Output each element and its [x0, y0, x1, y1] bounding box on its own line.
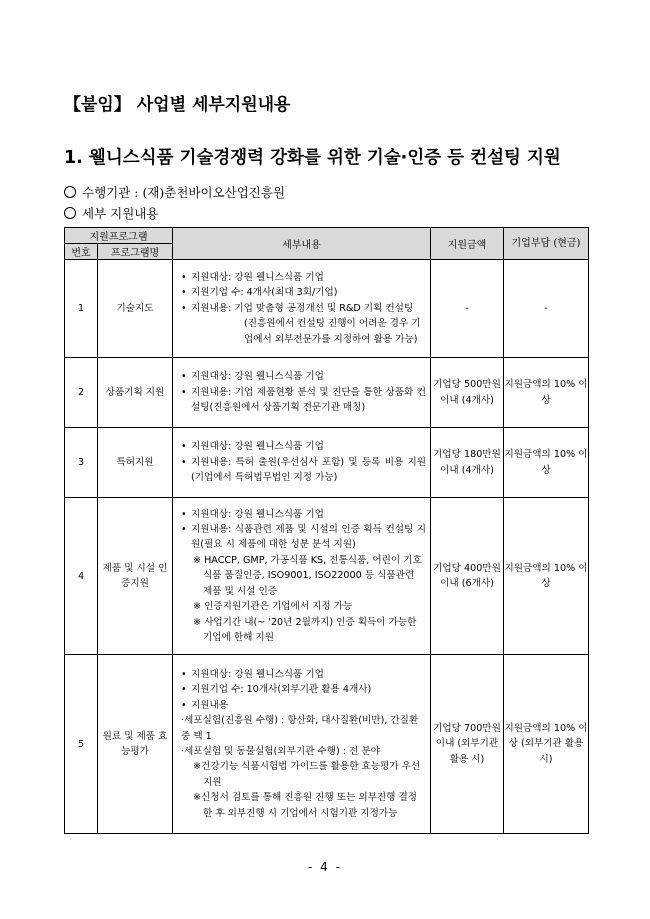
detail-line: ※건강기능 식품시험법 가이드를 활용한 효능평가 우선 지원 [193, 761, 421, 788]
info-detail-text: 세부 지원내용 [82, 206, 159, 221]
row-detail [173, 655, 431, 834]
detail-line: • 지원내용: 기업 제품현황 분석 및 진단을 통한 상품화 컨설팅(진흥원에서 상품기획 전문기관 매칭) [181, 385, 426, 416]
company-burden: 지원금액의 10% 이상 [504, 358, 589, 428]
header-name: 프로그램명 [98, 244, 173, 260]
row-number: 2 [65, 358, 98, 428]
circle-bullet-icon [64, 186, 76, 198]
row-number: 1 [65, 260, 98, 358]
program-name: 기술지도 [98, 260, 173, 358]
detail-line: • 지원내용 [181, 698, 426, 713]
detail-line: • 지원내용: 기업 맞춤형 공정개선 및 R&D 기획 컨설팅 [181, 301, 426, 316]
header-detail: 세부내용 [173, 228, 431, 260]
support-amount: 기업당 400만원 이내 (6개사) [431, 498, 504, 655]
detail-line: (진흥원에서 컨설팅 진행이 어려운 경우 기업에서 외부전문가를 지정하여 활용 가능) [244, 318, 421, 345]
support-amount: - [431, 260, 504, 358]
program-name: 특허지원 [98, 428, 173, 498]
row-detail [173, 428, 431, 498]
program-name: 제품 및 시설 인증지원 [98, 498, 173, 655]
table-row [65, 260, 589, 358]
info-agency-text: 수행기관 : (재)춘천바이오산업진흥원 [82, 185, 286, 200]
attachment-title: 【붙임】 사업별 세부지원내용 [64, 95, 291, 115]
detail-line: • 지원내용: 식품관련 제품 및 시설의 인증 획득 컨설팅 지원(필요 시 제품에 대한 성분 분석 지원) [181, 522, 426, 553]
company-burden: 지원금액의 10% 이상 [504, 428, 589, 498]
detail-line: • 지원대상: 강원 웰니스식품 기업 [181, 369, 426, 384]
detail-line: ·세포실험 및 동물실험(외부기관 수행) : 전 분야 [181, 746, 380, 757]
row-number: 4 [65, 498, 98, 655]
detail-line: • 지원대상: 강원 웰니스식품 기업 [181, 507, 426, 522]
detail-line: • 지원내용: 특허 출원(우선심사 포함) 및 등록 비용 지원 (기업에서 특허법무법인 지정 가능) [181, 455, 426, 486]
company-burden: - [504, 260, 589, 358]
company-burden: 지원금액의 10% 이상 (외부기관 활용 시) [504, 655, 589, 834]
detail-line: ※ 인증지원기관은 기업에서 지정 가능 [193, 601, 353, 613]
row-detail [173, 498, 431, 655]
info-detail [64, 204, 158, 222]
detail-line: • 지원대상: 강원 웰니스식품 기업 [181, 667, 426, 682]
detail-line: • 지원기업 수: 10개사(외부기관 활용 4개사) [181, 682, 426, 697]
table-row [65, 358, 589, 428]
support-amount: 기업당 700만원 이내 (외부기관 활용 시) [431, 655, 504, 834]
table-row [65, 498, 589, 655]
page-number: - 4 - [308, 860, 342, 874]
table-row [65, 655, 589, 834]
detail-line: • 지원대상: 강원 웰니스식품 기업 [181, 270, 426, 285]
header-no: 번호 [65, 244, 98, 260]
row-number: 3 [65, 428, 98, 498]
company-burden: 지원금액의 10% 이상 [504, 498, 589, 655]
program-name: 원료 및 제품 효능평가 [98, 655, 173, 834]
header-program: 지원프로그램 [65, 228, 173, 244]
detail-line: • 지원기업 수: 4개사(최대 3회/기업) [181, 285, 426, 300]
row-detail [173, 260, 431, 358]
detail-line: ·세포실험(진흥원 수행) : 항산화, 대사질환(비만), 간질환 중 택 1 [181, 715, 419, 742]
header-burden: 기업부담 (현금) [504, 228, 589, 260]
detail-line: ※ HACCP, GMP, 가공식품 KS, 전통식품, 어린이 기호식품 품질인증, ISO9001, ISO22000 등 식품관련 제품 및 시설 인증 [193, 554, 422, 597]
header-amount: 지원금액 [431, 228, 504, 260]
detail-line: ※ 사업기간 내(~ '20년 2월까지) 인증 획득이 가능한 기업에 한해 지원 [193, 616, 417, 643]
row-detail [173, 358, 431, 428]
detail-line: ※신청서 검토를 통해 진흥원 진행 또는 외부진행 결정한 후 외부진행 시 기업에서 시험기관 지정가능 [193, 792, 418, 819]
program-name: 상품기획 지원 [98, 358, 173, 428]
section-title: 1. 웰니스식품 기술경쟁력 강화를 위한 기술·인증 등 컨설팅 지원 [64, 148, 561, 168]
row-number: 5 [65, 655, 98, 834]
table-row [65, 428, 589, 498]
circle-bullet-icon [64, 207, 76, 219]
support-table [64, 227, 589, 834]
support-amount: 기업당 500만원 이내 (4개사) [431, 358, 504, 428]
support-amount: 기업당 180만원 이내 (4개사) [431, 428, 504, 498]
info-agency [64, 183, 285, 201]
detail-line: • 지원대상: 강원 웰니스식품 기업 [181, 439, 426, 454]
